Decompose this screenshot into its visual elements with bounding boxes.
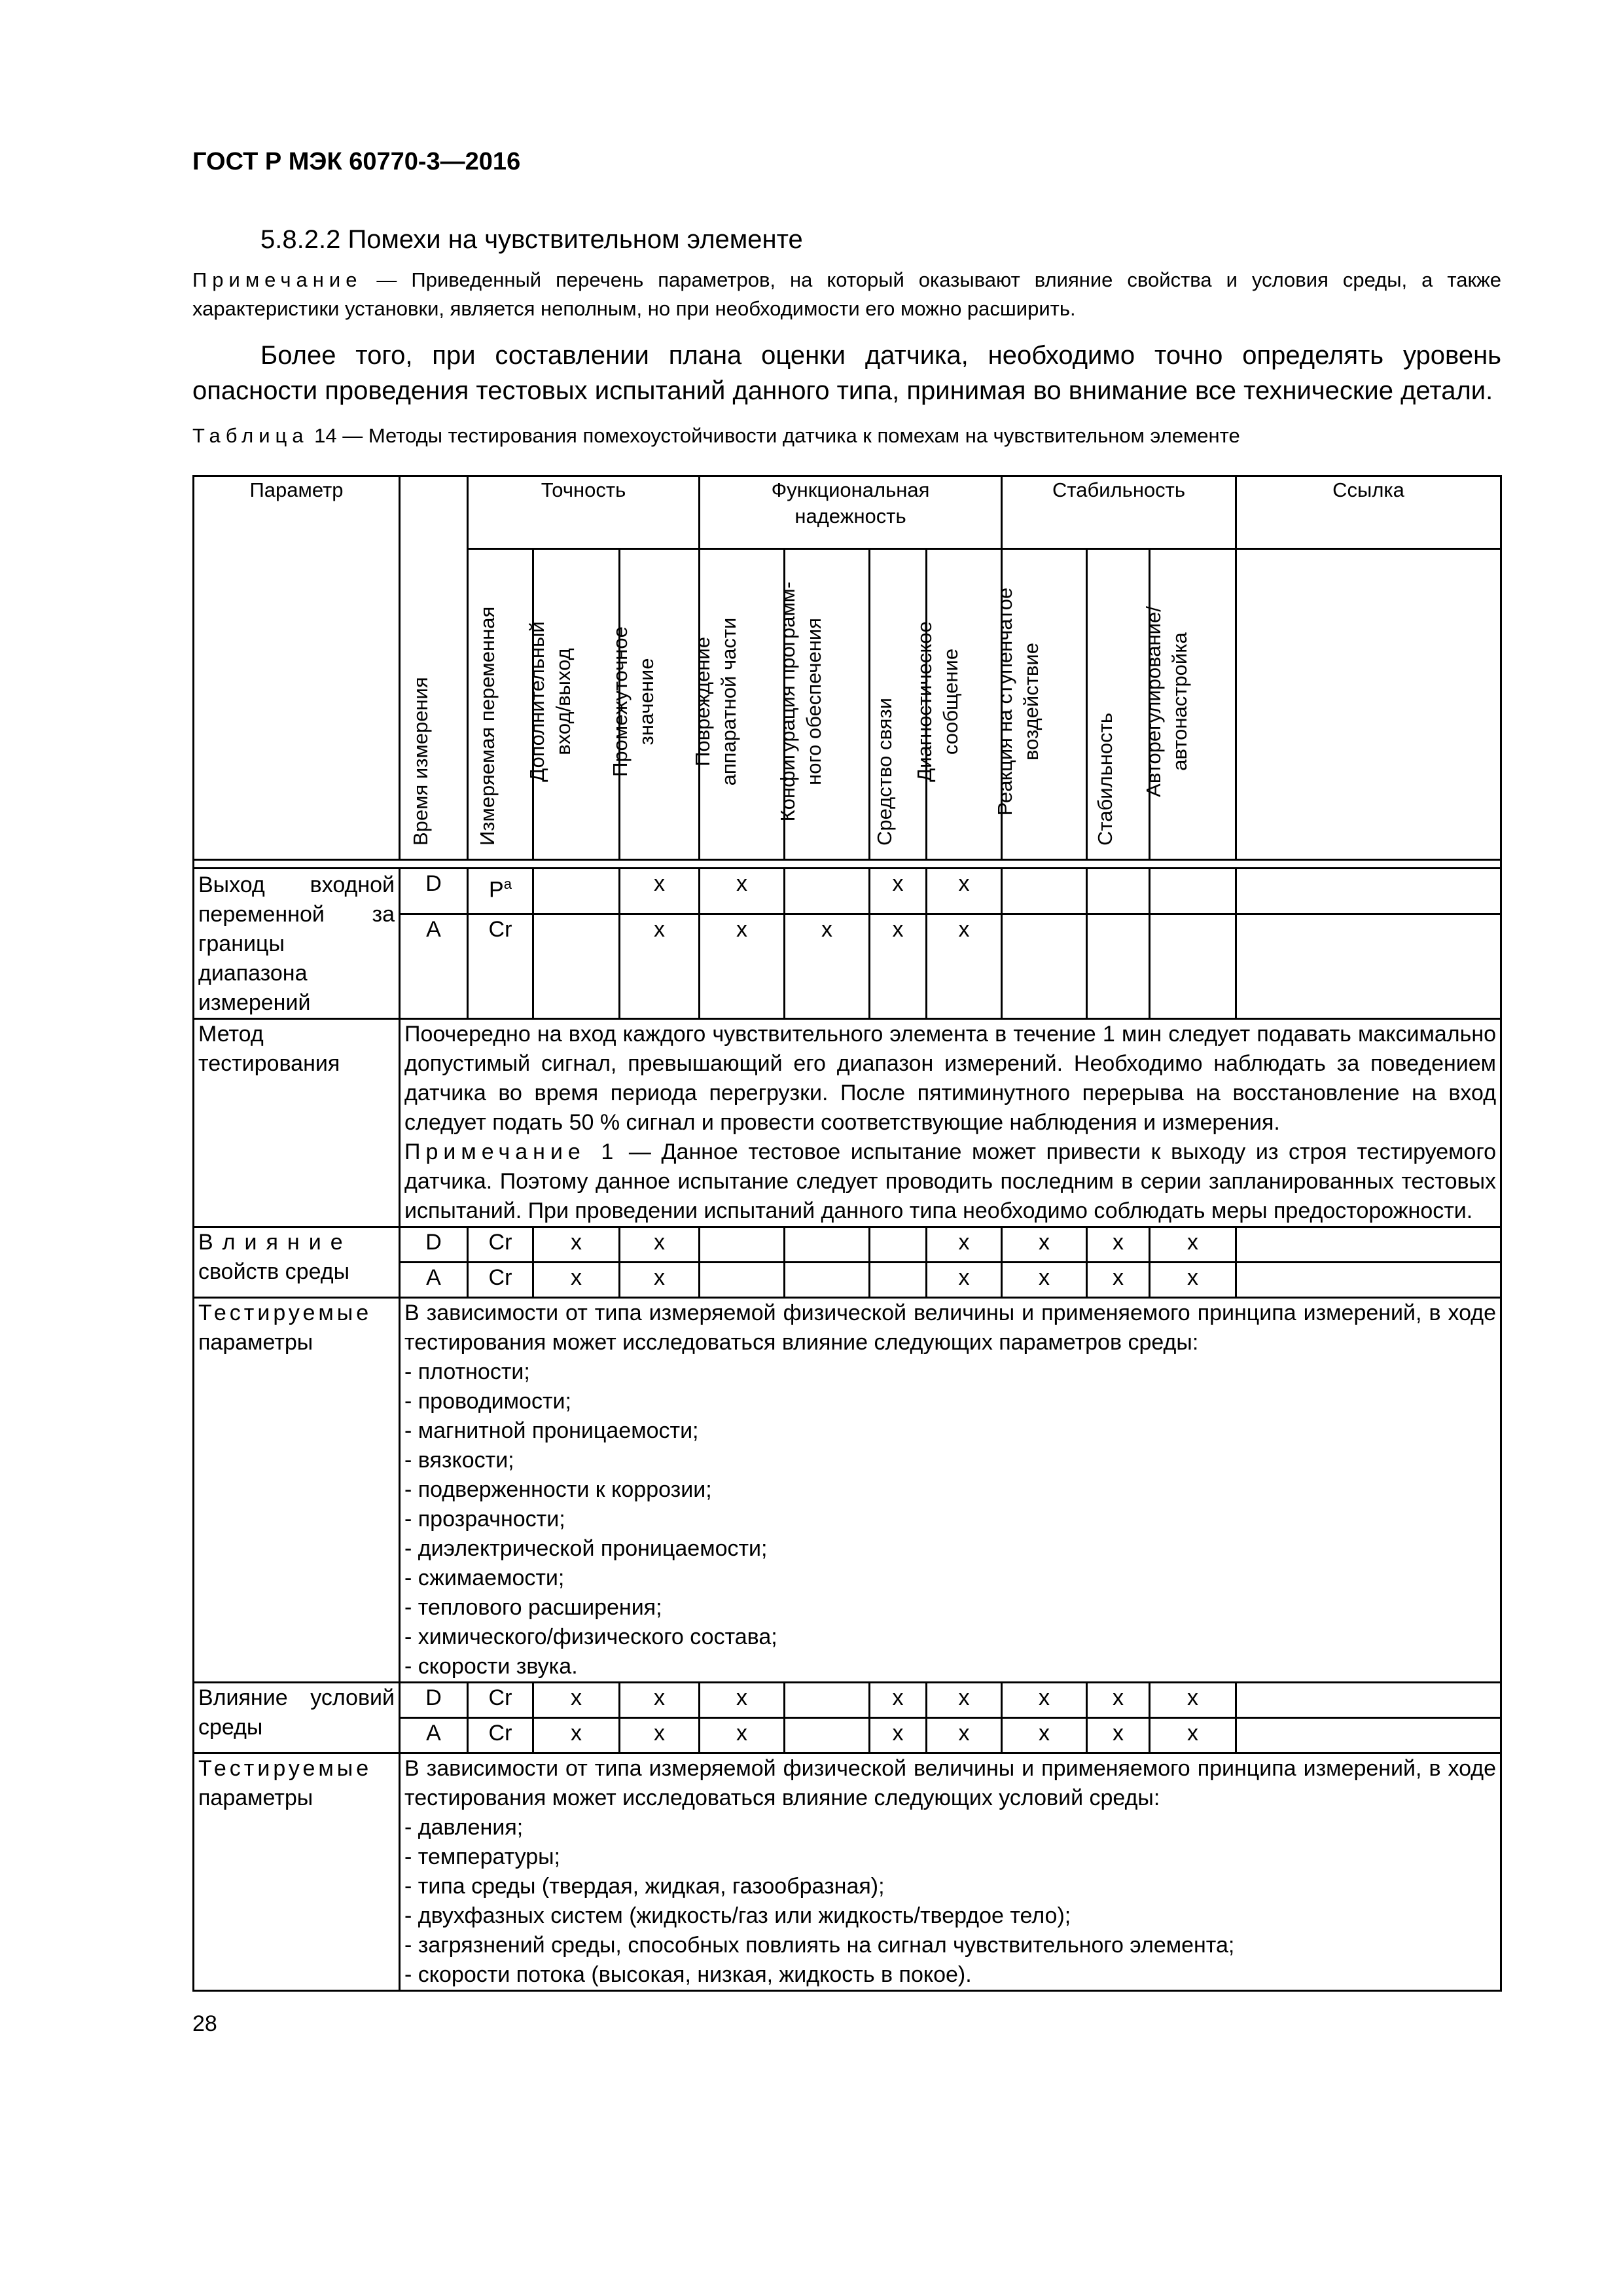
cell: x — [870, 869, 927, 914]
cell-time: D — [400, 869, 468, 914]
cell: x — [870, 914, 927, 1018]
list-item: - двухфазных систем (жидкость/газ или жидкость/твердое тело); — [404, 1903, 1071, 1928]
cell: x — [785, 914, 870, 1018]
cell: x — [1150, 1227, 1236, 1263]
tested-params-1-intro: В зависимости от типа измеряемой физической величины и применяемого принципа измерений, в ходе тестирования может исследоваться влияние следующих параметров среды: — [404, 1300, 1497, 1355]
cell-time: D — [400, 1683, 468, 1718]
cell — [870, 1227, 927, 1263]
param-tested-1: Тестируемые параметры — [194, 1298, 400, 1683]
col-auto: Авторегулирование/ автонастройка — [1150, 549, 1236, 860]
cell: x — [620, 1263, 700, 1298]
cell — [1002, 914, 1087, 1018]
note — [192, 266, 1501, 323]
list-item: - проводимости; — [404, 1389, 571, 1414]
cell: x — [1087, 1683, 1150, 1718]
cell: x — [927, 1683, 1002, 1718]
test-method-description: Поочередно на вход каждого чувствительного элемента в течение 1 мин следует подавать максимально допустимый сигнал, превышающий его диапазон измерений. Необходимо наблюдать за поведением датчика во время периода перегрузки. После пятиминутного перерыва на восстановление на вход следует подать 50 % сигнал и провести соответствующие наблюдения и измерения. — [404, 1022, 1497, 1135]
header-separator — [194, 860, 1501, 869]
cell: x — [700, 869, 785, 914]
list-item: - загрязнений среды, способных повлиять на сигнал чувствительного элемента; — [404, 1933, 1235, 1958]
cell-time: A — [400, 1263, 468, 1298]
list-item: - диэлектрической проницаемости; — [404, 1536, 768, 1561]
section-title: 5.8.2.2 Помехи на чувствительном элементе — [260, 225, 803, 254]
cell: x — [927, 914, 1002, 1018]
cell-time: D — [400, 1227, 468, 1263]
cell-measured: Cr — [468, 1718, 533, 1753]
test-method-text — [400, 1019, 1501, 1227]
cell: x — [533, 1683, 620, 1718]
cell-measured: Cr — [468, 914, 533, 1018]
cell — [1236, 1683, 1501, 1718]
col-reference — [1236, 549, 1501, 860]
cell-time: A — [400, 1718, 468, 1753]
cell — [785, 1718, 870, 1753]
cell: x — [533, 1263, 620, 1298]
col-hw-damage: Повреждение аппаратной части — [700, 549, 785, 860]
tested-params-2-text — [400, 1753, 1501, 1991]
cell — [1236, 1263, 1501, 1298]
cell: x — [700, 914, 785, 1018]
list-item: - сжимаемости; — [404, 1566, 565, 1590]
tested-params-2-intro: В зависимости от типа измеряемой физической величины и применяемого принципа измерений, в ходе тестирования может исследоваться влияние следующих условий среды: — [404, 1756, 1497, 1810]
cell: x — [927, 1227, 1002, 1263]
cell — [1150, 914, 1236, 1018]
cell: x — [870, 1718, 927, 1753]
cell-measured: Cr — [468, 1263, 533, 1298]
cell: x — [870, 1683, 927, 1718]
list-item: - подверженности к коррозии; — [404, 1477, 712, 1502]
param-env-props: Влияние свойств среды — [194, 1227, 400, 1298]
col-measured: Измеряемая переменная — [468, 549, 533, 860]
cell: x — [1087, 1263, 1150, 1298]
param-tested-2: Тестируемые параметры — [194, 1753, 400, 1991]
cell: x — [1002, 1227, 1087, 1263]
col-sw-config: Конфигурация программ- ного обеспечения — [785, 549, 870, 860]
body-paragraph: Более того, при составлении плана оценки датчика, необходимо точно определять уровень опасности проведения тестовых испытаний данного типа, принимая во внимание все технические детали. — [192, 341, 1501, 405]
cell: x — [620, 914, 700, 1018]
cell: x — [1150, 1683, 1236, 1718]
cell — [870, 1263, 927, 1298]
document-code: ГОСТ Р МЭК 60770-3—2016 — [192, 148, 521, 175]
note-label: Примечание — [192, 268, 363, 291]
cell: x — [620, 1227, 700, 1263]
list-item: - давления; — [404, 1815, 524, 1840]
list-item: - вязкости; — [404, 1448, 514, 1473]
list-item: - типа среды (твердая, жидкая, газообразная); — [404, 1874, 885, 1899]
tested-params-1-text — [400, 1298, 1501, 1683]
col-step: Реакция на ступенчатое воздействие — [1002, 549, 1087, 860]
group-reference: Ссылка — [1236, 476, 1501, 549]
table-caption — [192, 424, 1240, 448]
cell: x — [1002, 1683, 1087, 1718]
list-item: - теплового расширения; — [404, 1595, 662, 1620]
cell: x — [1002, 1263, 1087, 1298]
group-reliability: Функциональная надежность — [700, 476, 1002, 549]
cell: x — [927, 1718, 1002, 1753]
cell — [1236, 1718, 1501, 1753]
cell: x — [927, 869, 1002, 914]
param-env-cond: Влияние условий среды — [194, 1683, 400, 1753]
cell: x — [620, 869, 700, 914]
cell — [785, 1263, 870, 1298]
table-caption-text: 14 — Методы тестирования помехоустойчивости датчика к помехам на чувствительном элементе — [308, 424, 1240, 447]
cell: x — [1002, 1718, 1087, 1753]
note-text: — Приведенный перечень параметров, на который оказывают влияние свойства и условия среды, а также характеристики установки, является неполным, но при необходимости его можно расширить. — [192, 268, 1501, 320]
cell: x — [1087, 1718, 1150, 1753]
list-item: - скорости звука. — [404, 1654, 578, 1679]
cell: x — [620, 1683, 700, 1718]
cell-measured: Cr — [468, 1227, 533, 1263]
col-diag: Диагностическое сообщение — [927, 549, 1002, 860]
list-item: - прозрачности; — [404, 1507, 565, 1532]
list-item: - температуры; — [404, 1844, 560, 1869]
col-extra-io: Дополнительный вход/выход — [533, 549, 620, 860]
cell — [1236, 914, 1501, 1018]
cell-measured: $P^a$ — [468, 869, 533, 914]
cell: x — [533, 1718, 620, 1753]
list-item: - плотности; — [404, 1359, 530, 1384]
group-stability: Стабильность — [1002, 476, 1236, 549]
group-accuracy: Точность — [468, 476, 700, 549]
cell: x — [620, 1718, 700, 1753]
test-method-note: Примечание 1 — Данное тестовое испытание может привести к выходу из строя тестируемого датчика. Поэтому данное испытание следует проводить последним в серии запланированных тестовых испытаний. При проведении испытаний данного типа необходимо соблюдать меры предосторожности. — [404, 1139, 1497, 1223]
cell — [1236, 869, 1501, 914]
cell — [1236, 1227, 1501, 1263]
page-number: 28 — [192, 2011, 217, 2036]
cell — [700, 1263, 785, 1298]
cell — [1150, 869, 1236, 914]
cell: x — [700, 1683, 785, 1718]
cell — [533, 914, 620, 1018]
param-range-exceed: Выход входной переменной за границы диапазона измерений — [194, 869, 400, 1019]
cell: x — [927, 1263, 1002, 1298]
list-item: - скорости потока (высокая, низкая, жидкость в покое). — [404, 1962, 972, 1987]
cell: x — [700, 1718, 785, 1753]
col-intermediate: Промежуточное значение — [620, 549, 700, 860]
cell: x — [1150, 1718, 1236, 1753]
cell — [533, 869, 620, 914]
list-item: - магнитной проницаемости; — [404, 1418, 699, 1443]
param-header: Параметр — [194, 476, 400, 860]
col-comm: Средство связи — [870, 549, 927, 860]
cell — [1087, 914, 1150, 1018]
table-caption-label: Таблица — [192, 424, 309, 447]
cell — [785, 869, 870, 914]
cell: x — [1087, 1227, 1150, 1263]
param-test-method: Метод тестирования — [194, 1019, 400, 1227]
cell — [785, 1683, 870, 1718]
col-time: Время измерения — [400, 476, 468, 860]
cell — [785, 1227, 870, 1263]
cell-time: A — [400, 914, 468, 1018]
cell: x — [1150, 1263, 1236, 1298]
cell: x — [533, 1227, 620, 1263]
cell — [700, 1227, 785, 1263]
cell — [1002, 869, 1087, 914]
cell — [1087, 869, 1150, 914]
col-stab: Стабильность — [1087, 549, 1150, 860]
methods-table — [192, 475, 1502, 1992]
list-item: - химического/физического состава; — [404, 1624, 777, 1649]
cell-measured: Cr — [468, 1683, 533, 1718]
